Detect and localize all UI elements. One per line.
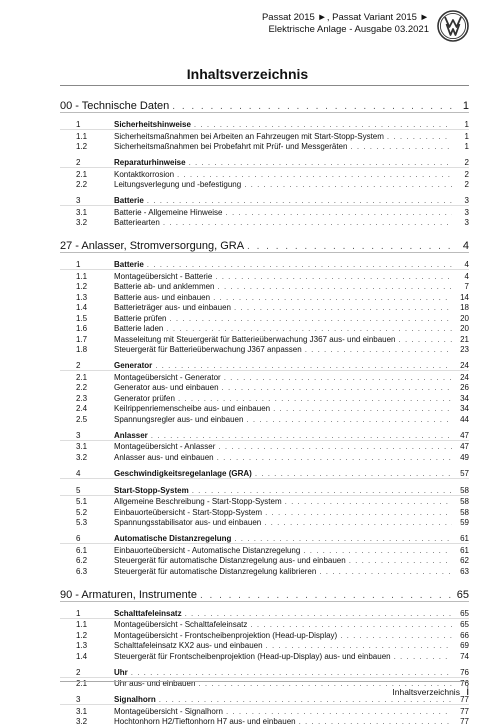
entry-title: Sicherheitsmaßnahmen bei Probefahrt mit Prüf- und Messgeräten [114, 142, 347, 151]
leader-dots [305, 345, 452, 354]
toc-subsection[interactable] [60, 392, 469, 403]
entry-title: Steuergerät für automatische Distanzregelung kalibrieren [114, 567, 316, 576]
toc-section[interactable] [60, 192, 469, 206]
entry-number: 1.1 [60, 272, 114, 281]
entry-number: 6.2 [60, 556, 114, 565]
entry-number: 3 [60, 695, 114, 704]
toc-subsection[interactable] [60, 130, 469, 141]
entry-page-number: 63 [455, 567, 469, 576]
header-edition: Elektrische Anlage - Ausgabe 03.2021 [262, 24, 429, 36]
entry-page-number: 34 [455, 404, 469, 413]
toc-subsection[interactable] [60, 281, 469, 292]
entry-number: 3.2 [60, 218, 114, 227]
entry-title: Batterieträger aus- und einbauen [114, 303, 231, 312]
entry-page-number: 77 [455, 707, 469, 716]
toc-subsection[interactable] [60, 640, 469, 651]
toc-chapter[interactable] [60, 95, 469, 113]
toc-section[interactable] [60, 605, 469, 619]
entry-number: 4 [60, 469, 114, 478]
entry-title: Start-Stopp-System [114, 486, 189, 495]
entry-title: Montageübersicht - Batterie [114, 272, 212, 281]
entry-page-number: 20 [455, 314, 469, 323]
entry-number: 3.1 [60, 442, 114, 451]
entry-title: Steuergerät für Batterieüberwachung J367 anpassen [114, 345, 302, 354]
leader-dots [264, 518, 452, 527]
entry-number: 5 [60, 486, 114, 495]
toc-section[interactable] [60, 116, 469, 130]
toc-subsection[interactable] [60, 441, 469, 452]
entry-page-number: 23 [455, 345, 469, 354]
entry-number: 2.2 [60, 383, 114, 392]
leader-dots [224, 373, 452, 382]
leader-dots [177, 170, 452, 179]
entry-page-number: 66 [455, 631, 469, 640]
entry-title: Automatische Distanzregelung [114, 534, 231, 543]
entry-title: Steuergerät für Frontscheibenprojektion (Head-up-Display) aus- und einbauen [114, 652, 391, 661]
entry-page-number: 61 [455, 534, 469, 543]
entry-page-number: 59 [455, 518, 469, 527]
toc-subsection[interactable] [60, 716, 469, 726]
leader-dots [194, 120, 452, 129]
leader-dots [273, 404, 452, 413]
entry-page-number: 4 [455, 240, 469, 252]
entry-number: 2.1 [60, 373, 114, 382]
entry-number: 1.1 [60, 132, 114, 141]
leader-dots [213, 293, 452, 302]
toc-subsection[interactable] [60, 302, 469, 313]
entry-title: Allgemeine Beschreibung - Start-Stopp-System [114, 497, 282, 506]
leader-dots [255, 469, 452, 478]
entry-number: 2.2 [60, 180, 114, 189]
entry-number: 1.2 [60, 282, 114, 291]
toc-section[interactable] [60, 256, 469, 270]
leader-dots [244, 180, 452, 189]
entry-page-number: 34 [455, 394, 469, 403]
entry-page-number: 49 [455, 453, 469, 462]
entry-title: Schalttafeleinsatz [114, 609, 182, 618]
toc-section[interactable] [60, 357, 469, 371]
entry-title: Steuergerät für automatische Distanzregelung aus- und einbauen [114, 556, 346, 565]
leader-dots [147, 196, 452, 205]
leader-dots [285, 497, 452, 506]
toc-subsection[interactable] [60, 496, 469, 507]
toc-subsection[interactable] [60, 403, 469, 414]
leader-dots [340, 631, 452, 640]
leader-dots [350, 142, 452, 151]
entry-number: 6 [60, 534, 114, 543]
entry-page-number: 47 [455, 442, 469, 451]
entry-page-number: 77 [455, 717, 469, 726]
entry-number: 2.3 [60, 394, 114, 403]
entry-page-number: 2 [455, 180, 469, 189]
entry-title: Batterie laden [114, 324, 163, 333]
leader-dots [234, 534, 452, 543]
entry-title: Masseleitung mit Steuergerät für Batterieüberwachung J367 aus- und einbauen [114, 335, 396, 344]
leader-dots [151, 431, 452, 440]
entry-number: 5.1 [60, 497, 114, 506]
footer-page-number: i [466, 684, 469, 698]
entry-title: Reparaturhinweise [114, 158, 186, 167]
entry-title: 27 - Anlasser, Stromversorgung, GRA [60, 240, 244, 252]
leader-dots [192, 486, 452, 495]
entry-page-number: 65 [455, 620, 469, 629]
entry-title: Einbauorteübersicht - Automatische Distanzregelung [114, 546, 300, 555]
entry-number: 1.2 [60, 631, 114, 640]
entry-number: 2 [60, 668, 114, 677]
entry-number: 3.2 [60, 453, 114, 462]
entry-number: 2.1 [60, 679, 114, 688]
toc-subsection[interactable] [60, 565, 469, 576]
toc-subsection[interactable] [60, 333, 469, 344]
leader-dots [349, 556, 452, 565]
entry-page-number: 4 [455, 272, 469, 281]
entry-number: 1.2 [60, 142, 114, 151]
title-divider [60, 85, 469, 86]
entry-number: 3.2 [60, 717, 114, 726]
entry-page-number: 76 [455, 679, 469, 688]
page-title: Inhaltsverzeichnis [0, 66, 495, 82]
leader-dots [218, 442, 452, 451]
entry-page-number: 21 [455, 335, 469, 344]
entry-page-number: 2 [455, 158, 469, 167]
leader-dots [163, 218, 452, 227]
entry-title: Generator [114, 361, 152, 370]
entry-title: Geschwindigkeitsregelanlage (GRA) [114, 469, 252, 478]
entry-page-number: 20 [455, 324, 469, 333]
entry-page-number: 1 [455, 120, 469, 129]
entry-title: Batterie prüfen [114, 314, 166, 323]
entry-page-number: 24 [455, 361, 469, 370]
entry-title: Generator prüfen [114, 394, 175, 403]
entry-page-number: 62 [455, 556, 469, 565]
leader-dots [247, 241, 452, 252]
toc-section[interactable] [60, 530, 469, 544]
entry-title: Uhr aus- und einbauen [114, 679, 195, 688]
toc-subsection[interactable] [60, 206, 469, 217]
entry-title: Spannungsregler aus- und einbauen [114, 415, 243, 424]
leader-dots [399, 335, 452, 344]
toc-subsection[interactable] [60, 451, 469, 462]
entry-number: 3.1 [60, 208, 114, 217]
toc-subsection[interactable] [60, 544, 469, 555]
entry-title: Einbauorteübersicht - Start-Stopp-System [114, 508, 262, 517]
entry-number: 1.4 [60, 303, 114, 312]
entry-page-number: 76 [455, 668, 469, 677]
entry-number: 2 [60, 158, 114, 167]
toc-subsection[interactable] [60, 141, 469, 152]
entry-number: 1 [60, 609, 114, 618]
entry-title: Batterie [114, 260, 144, 269]
vw-logo-icon [437, 10, 469, 42]
entry-page-number: 58 [455, 508, 469, 517]
entry-title: Batterie - Allgemeine Hinweise [114, 208, 223, 217]
toc-subsection[interactable] [60, 506, 469, 517]
entry-title: Batteriearten [114, 218, 160, 227]
entry-title: Montageübersicht - Frontscheibenprojektion (Head-up-Display) [114, 631, 337, 640]
entry-title: Anlasser [114, 431, 148, 440]
leader-dots [200, 590, 452, 601]
entry-title: Spannungsstabilisator aus- und einbauen [114, 518, 261, 527]
toc-subsection[interactable] [60, 323, 469, 334]
toc-subsection[interactable] [60, 629, 469, 640]
toc-subsection[interactable] [60, 217, 469, 228]
entry-title: Montageübersicht - Schalttafeleinsatz [114, 620, 247, 629]
entry-number: 1.5 [60, 314, 114, 323]
entry-page-number: 1 [455, 142, 469, 151]
entry-page-number: 47 [455, 431, 469, 440]
entry-number: 1.7 [60, 335, 114, 344]
entry-number: 1.3 [60, 641, 114, 650]
leader-dots [394, 652, 452, 661]
toc-subsection[interactable] [60, 168, 469, 179]
entry-title: Schalttafeleinsatz KX2 aus- und einbauen [114, 641, 263, 650]
entry-number: 1.4 [60, 652, 114, 661]
entry-number: 3 [60, 431, 114, 440]
leader-dots [147, 260, 452, 269]
toc-subsection[interactable] [60, 179, 469, 190]
toc-subsection[interactable] [60, 619, 469, 630]
entry-page-number: 18 [455, 303, 469, 312]
entry-number: 2.4 [60, 404, 114, 413]
entry-title: Montageübersicht - Anlasser [114, 442, 215, 451]
leader-dots [319, 567, 452, 576]
entry-page-number: 74 [455, 652, 469, 661]
entry-number: 6.3 [60, 567, 114, 576]
leader-dots [299, 717, 452, 726]
toc-subsection[interactable] [60, 650, 469, 661]
entry-title: Generator aus- und einbauen [114, 383, 219, 392]
toc-section[interactable] [60, 154, 469, 168]
footer-divider [60, 681, 469, 682]
entry-page-number: 61 [455, 546, 469, 555]
entry-page-number: 3 [455, 208, 469, 217]
leader-dots [303, 546, 452, 555]
leader-dots [234, 303, 452, 312]
entry-page-number: 58 [455, 486, 469, 495]
leader-dots [250, 620, 452, 629]
document-header [262, 12, 429, 35]
leader-dots [222, 383, 452, 392]
entry-page-number: 2 [455, 170, 469, 179]
entry-page-number: 44 [455, 415, 469, 424]
entry-page-number: 4 [455, 260, 469, 269]
entry-number: 1 [60, 260, 114, 269]
header-vehicle: Passat 2015 ►, Passat Variant 2015 ► [262, 12, 429, 24]
entry-number: 6.1 [60, 546, 114, 555]
toc-subsection[interactable] [60, 291, 469, 302]
leader-dots [189, 158, 452, 167]
entry-page-number: 1 [455, 132, 469, 141]
page-footer [392, 684, 469, 698]
entry-page-number: 1 [455, 100, 469, 112]
entry-page-number: 3 [455, 196, 469, 205]
entry-title: Montageübersicht - Signalhorn [114, 707, 223, 716]
leader-dots [166, 324, 452, 333]
leader-dots [226, 707, 452, 716]
leader-dots [266, 641, 452, 650]
leader-dots [265, 508, 452, 517]
entry-page-number: 65 [455, 589, 469, 601]
leader-dots [155, 361, 452, 370]
entry-page-number: 3 [455, 218, 469, 227]
entry-page-number: 69 [455, 641, 469, 650]
entry-title: Uhr [114, 668, 128, 677]
toc-subsection[interactable] [60, 312, 469, 323]
leader-dots [131, 668, 452, 677]
toc-subsection[interactable] [60, 555, 469, 566]
entry-title: Batterie ab- und anklemmen [114, 282, 215, 291]
entry-number: 1 [60, 120, 114, 129]
toc-subsection[interactable] [60, 705, 469, 716]
toc-subsection[interactable] [60, 382, 469, 393]
footer-label: Inhaltsverzeichnis [392, 687, 460, 697]
entry-title: Montageübersicht - Generator [114, 373, 221, 382]
entry-title: Sicherheitshinweise [114, 120, 191, 129]
entry-title: Batterie [114, 196, 144, 205]
entry-page-number: 26 [455, 383, 469, 392]
entry-title: 00 - Technische Daten [60, 100, 169, 112]
entry-page-number: 7 [455, 282, 469, 291]
entry-number: 3.1 [60, 707, 114, 716]
toc-subsection[interactable] [60, 270, 469, 281]
toc-subsection[interactable] [60, 344, 469, 355]
toc-subsection[interactable] [60, 413, 469, 424]
entry-title: Batterie aus- und einbauen [114, 293, 210, 302]
entry-number: 1.3 [60, 293, 114, 302]
entry-title: Leitungsverlegung und -befestigung [114, 180, 241, 189]
leader-dots [387, 132, 452, 141]
entry-title: Signalhorn [114, 695, 156, 704]
leader-dots [185, 609, 452, 618]
leader-dots [246, 415, 452, 424]
toc-chapter[interactable] [60, 584, 469, 602]
table-of-contents [60, 95, 469, 726]
entry-page-number: 65 [455, 609, 469, 618]
entry-page-number: 57 [455, 469, 469, 478]
toc-section[interactable] [60, 427, 469, 441]
entry-title: 90 - Armaturen, Instrumente [60, 589, 197, 601]
leader-dots [169, 314, 452, 323]
leader-dots [172, 101, 452, 112]
entry-title: Sicherheitsmaßnahmen bei Arbeiten an Fahrzeugen mit Start-Stopp-System [114, 132, 384, 141]
entry-number: 1.6 [60, 324, 114, 333]
leader-dots [226, 208, 453, 217]
entry-title: Keilrippenriemenscheibe aus- und einbauen [114, 404, 270, 413]
toc-section[interactable] [60, 465, 469, 479]
entry-number: 2.1 [60, 170, 114, 179]
toc-chapter[interactable] [60, 235, 469, 253]
toc-subsection[interactable] [60, 517, 469, 528]
entry-page-number: 24 [455, 373, 469, 382]
entry-title: Kontaktkorrosion [114, 170, 174, 179]
entry-page-number: 14 [455, 293, 469, 302]
leader-dots [178, 394, 452, 403]
entry-number: 1.1 [60, 620, 114, 629]
toc-section[interactable] [60, 482, 469, 496]
toc-subsection[interactable] [60, 371, 469, 382]
leader-dots [218, 282, 453, 291]
entry-title: Hochtonhorn H2/Tieftonhorn H7 aus- und einbauen [114, 717, 296, 726]
entry-page-number: 77 [455, 695, 469, 704]
entry-page-number: 58 [455, 497, 469, 506]
leader-dots [217, 453, 452, 462]
toc-section[interactable] [60, 664, 469, 678]
leader-dots [215, 272, 452, 281]
entry-number: 3 [60, 196, 114, 205]
entry-number: 2.5 [60, 415, 114, 424]
entry-number: 5.3 [60, 518, 114, 527]
entry-title: Anlasser aus- und einbauen [114, 453, 214, 462]
entry-number: 5.2 [60, 508, 114, 517]
entry-number: 1.8 [60, 345, 114, 354]
entry-number: 2 [60, 361, 114, 370]
